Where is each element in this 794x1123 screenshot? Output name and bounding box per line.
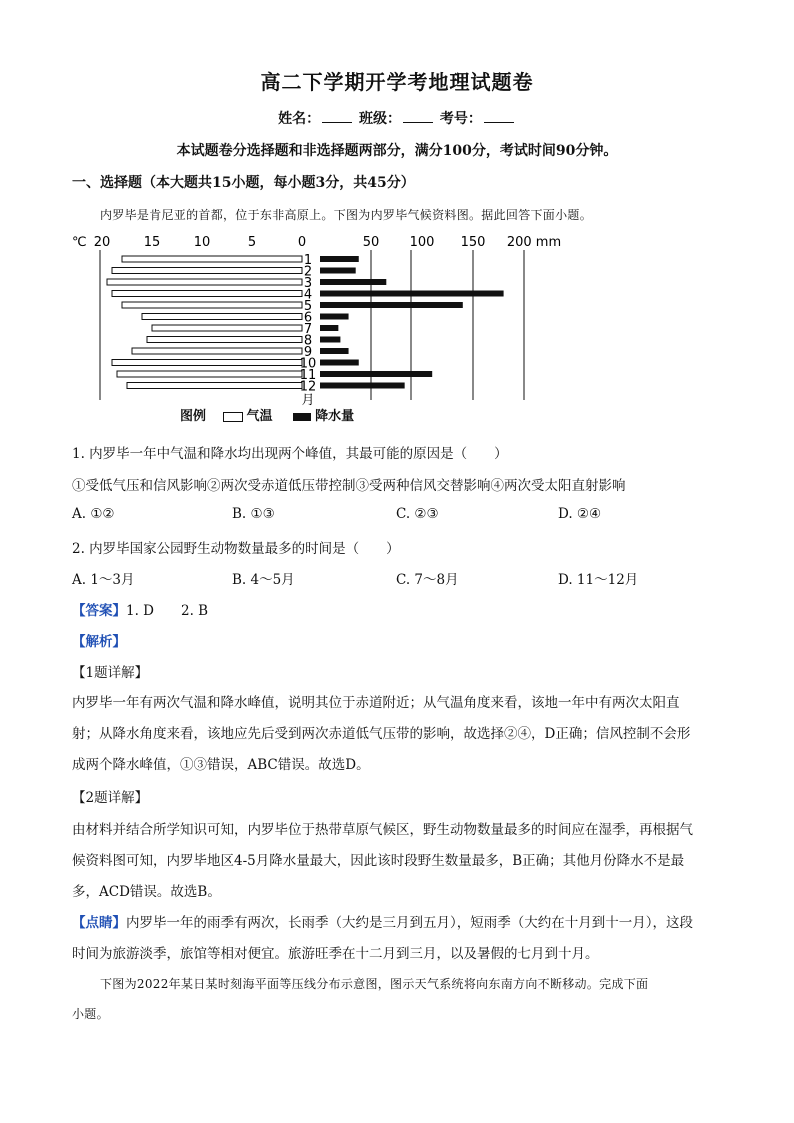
temp-bar — [107, 279, 302, 285]
climate-chart-svg — [70, 228, 590, 408]
analysis-label — [72, 630, 126, 650]
legend-temp-swatch — [223, 412, 243, 422]
detail2-line-1: 由材料并结合所学知识可知，内罗毕位于热带草原气候区，野生动物数量最多的时间应在湿季，再根据气 — [72, 822, 693, 838]
temp-bar — [112, 268, 302, 274]
precip-bar — [320, 314, 349, 320]
q2-option-a[interactable]: A. 1～3月 — [72, 572, 135, 588]
name-label: 姓名： — [278, 111, 321, 127]
q2-option-c[interactable]: C. 7～8月 — [396, 572, 459, 588]
temp-bar — [122, 256, 302, 262]
q1-option-a[interactable]: A. ①② — [72, 506, 115, 522]
section-heading: 一、选择题（本大题共15小题，每小题3分，共45分） — [72, 175, 415, 191]
month-label: 9 — [303, 345, 313, 360]
precip-tick-label: 200 mm — [506, 235, 562, 250]
detail1-label: 【1题详解】 — [72, 665, 149, 681]
answer-label: 【答案】 — [72, 603, 126, 619]
temp-bar — [132, 348, 302, 354]
precip-tick-label: 150 — [460, 235, 486, 250]
precip-bar — [320, 256, 359, 262]
answer-text: 1. D 2. B — [126, 603, 209, 619]
analysis-label-text: 【解析】 — [72, 634, 126, 650]
temp-tick-label: 5 — [247, 235, 257, 250]
page-title: 高二下学期开学考地理试题卷 — [260, 70, 534, 94]
next-material-line-1: 下图为2022年某日某时刻海平面等压线分布示意图，图示天气系统将向东南方向不断移动。完成下面 — [100, 977, 649, 991]
chart-legend — [180, 405, 354, 424]
detail2-label: 【2题详解】 — [72, 790, 149, 806]
q1-option-b[interactable]: B. ①③ — [232, 506, 275, 522]
temp-bar — [147, 337, 302, 343]
temp-bar — [112, 291, 302, 297]
q1-option-c[interactable]: C. ②③ — [396, 506, 439, 522]
detail2-line-2: 候资料图可知，内罗毕地区4-5月降水量最大，因此该时段野生数量最多，B正确；其他月份降水不是最 — [72, 853, 685, 869]
tip-label: 【点睛】 — [72, 915, 126, 931]
precip-bar — [320, 302, 463, 308]
precip-bar — [320, 337, 340, 343]
legend-title: 图例 — [180, 409, 207, 424]
month-label: 7 — [303, 322, 313, 337]
q1-option-d[interactable]: D. ②④ — [558, 506, 602, 522]
precip-tick-label: 100 — [409, 235, 435, 250]
q2-option-b[interactable]: B. 4～5月 — [232, 572, 295, 588]
temp-tick-label: 20 — [93, 235, 111, 250]
climate-chart — [70, 228, 590, 412]
class-blank[interactable] — [403, 110, 433, 123]
legend-precip-swatch — [293, 413, 311, 421]
answer-line — [72, 599, 208, 619]
month-label: 12 — [299, 379, 317, 395]
next-material-line-2: 小题。 — [72, 1007, 109, 1021]
material-text: 内罗毕是肯尼亚的首都，位于东非高原上。下图为内罗毕气候资料图。据此回答下面小题。 — [100, 208, 593, 222]
month-label: 5 — [303, 299, 313, 314]
exam-no-blank[interactable] — [484, 110, 514, 123]
tip-line-1 — [72, 911, 693, 931]
detail1-line-3: 成两个降水峰值，①③错误，ABC错误。故选D。 — [72, 757, 370, 773]
temp-tick-label: 10 — [193, 235, 211, 250]
q2-option-d[interactable]: D. 11～12月 — [558, 572, 639, 588]
q1-statements: ①受低气压和信风影响②两次受赤道低压带控制③受两种信风交替影响④两次受太阳直射影响 — [72, 478, 626, 494]
class-label: 班级： — [359, 111, 401, 127]
month-label: 10 — [299, 356, 317, 372]
precip-bar — [320, 383, 405, 389]
month-label: 6 — [303, 310, 313, 326]
precip-bar — [320, 291, 504, 297]
month-label: 11 — [299, 368, 317, 383]
temp-tick-label: 0 — [297, 235, 307, 250]
month-label: 4 — [303, 287, 313, 303]
month-label: 1 — [303, 253, 313, 268]
tip-line-2: 时间为旅游淡季，旅馆等相对便宜。旅游旺季在十二月到三月，以及暑假的七月到十月。 — [72, 946, 599, 962]
student-info-line — [0, 108, 794, 128]
precip-bar — [320, 360, 359, 366]
name-blank[interactable] — [322, 110, 352, 123]
precip-bar — [320, 371, 432, 377]
precip-bar — [320, 348, 349, 354]
temp-bar — [122, 302, 302, 308]
temp-axis-unit: ℃ — [72, 235, 87, 250]
temp-bar — [127, 383, 302, 389]
legend-precip-label: 降水量 — [315, 409, 355, 424]
month-axis-label: 月 — [301, 393, 315, 408]
precip-bar — [320, 325, 338, 331]
precip-bar — [320, 268, 356, 274]
q2-stem: 2. 内罗毕国家公园野生动物数量最多的时间是（ ） — [72, 541, 400, 557]
q1-stem: 1. 内罗毕一年中气温和降水均出现两个峰值，其最可能的原因是（ ） — [72, 446, 508, 462]
detail1-line-1: 内罗毕一年有两次气温和降水峰值，说明其位于赤道附近；从气温角度来看，该地一年中有两次太阳直 — [72, 695, 680, 711]
temp-bar — [152, 325, 302, 331]
temp-tick-label: 15 — [143, 235, 161, 250]
precip-bar — [320, 279, 386, 285]
detail1-line-2: 射；从降水角度来看，该地应先后受到两次赤道低气压带的影响，故选择②④，D正确；信风控制不会形 — [72, 726, 691, 742]
month-label: 3 — [303, 276, 313, 291]
precip-tick-label: 50 — [362, 235, 380, 250]
month-label: 8 — [303, 333, 313, 349]
exam-no-label: 考号： — [439, 111, 482, 127]
month-label: 2 — [303, 264, 313, 280]
temp-bar — [112, 360, 302, 366]
detail2-line-3: 多，ACD错误。故选B。 — [72, 884, 221, 900]
legend-temp-label: 气温 — [246, 409, 273, 424]
tip-text-1: 内罗毕一年的雨季有两次，长雨季（大约是三月到五月），短雨季（大约在十月到十一月），这段 — [126, 915, 693, 931]
exam-intro: 本试题卷分选择题和非选择题两部分，满分100分，考试时间90分钟。 — [176, 143, 618, 159]
temp-bar — [117, 371, 302, 377]
temp-bar — [142, 314, 302, 320]
